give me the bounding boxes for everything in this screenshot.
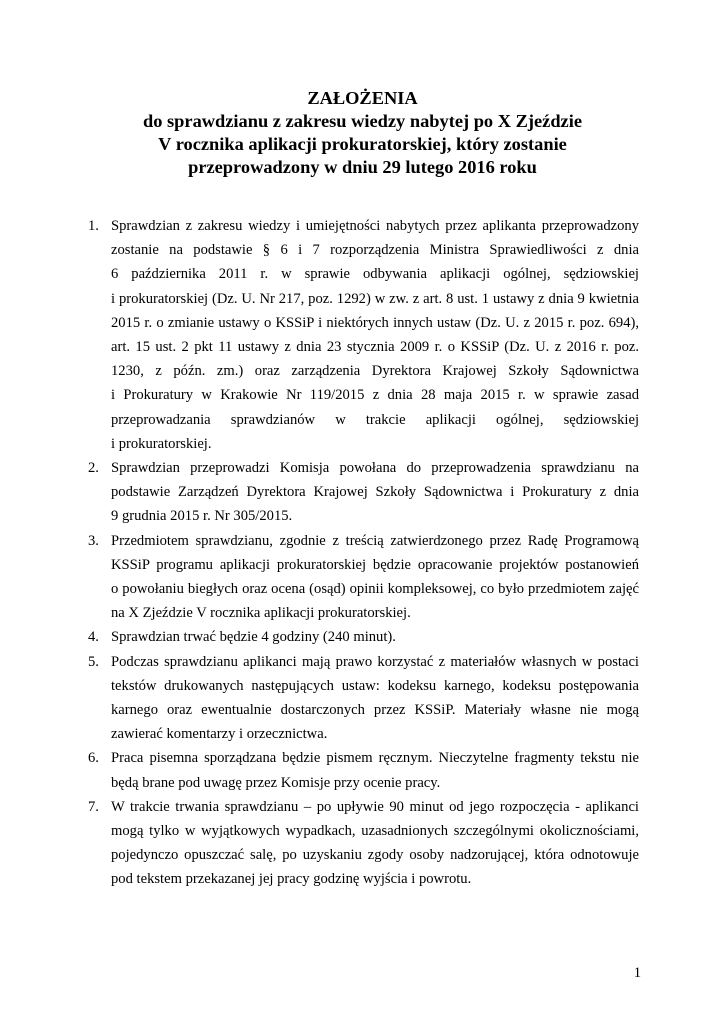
list-item-line: Sprawdzian przeprowadzi Komisja powołana do przeprowadzenia sprawdzianu na	[111, 460, 639, 477]
list-item-line: i prokuratorskiej.	[111, 435, 212, 452]
list-item-line: W trakcie trwania sprawdzianu – po upływie 90 minut od jego rozpoczęcia - aplikanci	[111, 798, 639, 815]
list-item-line: podstawie Zarządzeń Dyrektora Krajowej Szkoły Sądownictwa i Prokuratury z dnia	[111, 484, 639, 501]
list-item-line: Przedmiotem sprawdzianu, zgodnie z treścią zatwierdzonego przez Radę Programową	[111, 532, 639, 549]
document-title	[0, 87, 725, 179]
list-item-number: 2.	[88, 460, 99, 477]
list-item-line: Praca pisemna sporządzana będzie pismem ręcznym. Nieczytelne fragmenty tekstu nie	[111, 750, 639, 767]
list-item-line: będą brane pod uwagę przez Komisje przy ocenie pracy.	[111, 774, 441, 791]
list-item-number: 4.	[88, 629, 99, 646]
list-item-line: 1230, z późn. zm.) oraz zarządzenia Dyrektora Krajowej Szkoły Sądownictwa	[111, 363, 639, 380]
list-item-line: o powołaniu biegłych oraz ocena (osąd) opinii kompleksowej, co było przedmiotem zajęć	[111, 581, 639, 598]
title-line-3: V rocznika aplikacji prokuratorskiej, który zostanie	[158, 134, 567, 154]
title-line-4: przeprowadzony w dniu 29 lutego 2016 roku	[188, 157, 537, 177]
list-item	[0, 795, 725, 892]
list-item-number: 5.	[88, 653, 99, 670]
list-item-line: zostanie na podstawie § 6 i 7 rozporządzenia Ministra Sprawiedliwości z dnia	[111, 242, 639, 259]
list-item	[0, 746, 725, 794]
list-item-number: 1.	[88, 218, 99, 234]
list-item-line: Sprawdzian trwać będzie 4 godziny (240 minut).	[111, 629, 396, 646]
list-item-number: 6.	[88, 750, 99, 767]
list-item-line: na X Zjeździe V rocznika aplikacji prokuratorskiej.	[111, 605, 411, 622]
list-item-line: karnego oraz ewentualnie dostarczonych przez KSSiP. Materiały własne nie mogą	[111, 702, 639, 719]
list-item-line: i prokuratorskiej (Dz. U. Nr 217, poz. 1292) w zw. z art. 8 ust. 1 ustawy z dnia 9 kwietnia	[111, 290, 639, 307]
list-item-number: 7.	[88, 798, 99, 815]
list-item-line: zawierać komentarzy i orzecznictwa.	[111, 726, 328, 743]
list-item-line: 2015 r. o zmianie ustawy o KSSiP i niektórych innych ustaw (Dz. U. z 2015 r. poz. 694),	[111, 314, 639, 331]
list-item-line: tekstów drukowanych następujących ustaw: kodeksu karnego, kodeksu postępowania	[111, 677, 639, 694]
list-item-line: pojedynczo opuszczać salę, po uzyskaniu zgody osoby nadzorującej, która odnotowuje	[111, 847, 639, 864]
list-item	[0, 625, 725, 649]
list-item-line: Sprawdzian z zakresu wiedzy i umiejętności nabytych przez aplikanta przeprowadzony	[111, 218, 639, 234]
list-item	[0, 650, 725, 747]
list-item-number: 3.	[88, 532, 99, 549]
list-item	[0, 456, 725, 529]
list-item-line: mogą tylko w wyjątkowych wypadkach, uzasadnionych szczególnymi okolicznościami,	[111, 823, 639, 840]
list-item-line: KSSiP programu aplikacji prokuratorskiej będzie opracowanie projektów postanowień	[111, 556, 639, 573]
list-item-line: Podczas sprawdzianu aplikanci mają prawo korzystać z materiałów własnych w postaci	[111, 653, 639, 670]
title-line-2: do sprawdzianu z zakresu wiedzy nabytej po X Zjeździe	[143, 111, 582, 131]
list-item-line: 9 grudnia 2015 r. Nr 305/2015.	[111, 508, 293, 525]
list-item-line: 6 października 2011 r. w sprawie odbywania aplikacji ogólnej, sędziowskiej	[111, 266, 639, 283]
page-number: 1	[633, 965, 641, 981]
list-item-line: i Prokuratury w Krakowie Nr 119/2015 z dnia 28 maja 2015 r. w sprawie zasad	[111, 387, 639, 404]
list-item-line: przeprowadzania sprawdzianów w trakcie aplikacji ogólnej, sędziowskiej	[111, 411, 639, 428]
title-line-1: ZAŁOŻENIA	[307, 88, 418, 108]
list-item	[0, 529, 725, 626]
list-item	[0, 214, 725, 456]
list-item-line: pod tekstem przekazanej jej pracy godzinę wyjścia i powrotu.	[111, 871, 472, 888]
list-item-line: art. 15 ust. 2 pkt 11 ustawy z dnia 23 stycznia 2009 r. o KSSiP (Dz. U. z 2016 r. poz.	[111, 339, 639, 356]
assumptions-list	[0, 214, 725, 892]
